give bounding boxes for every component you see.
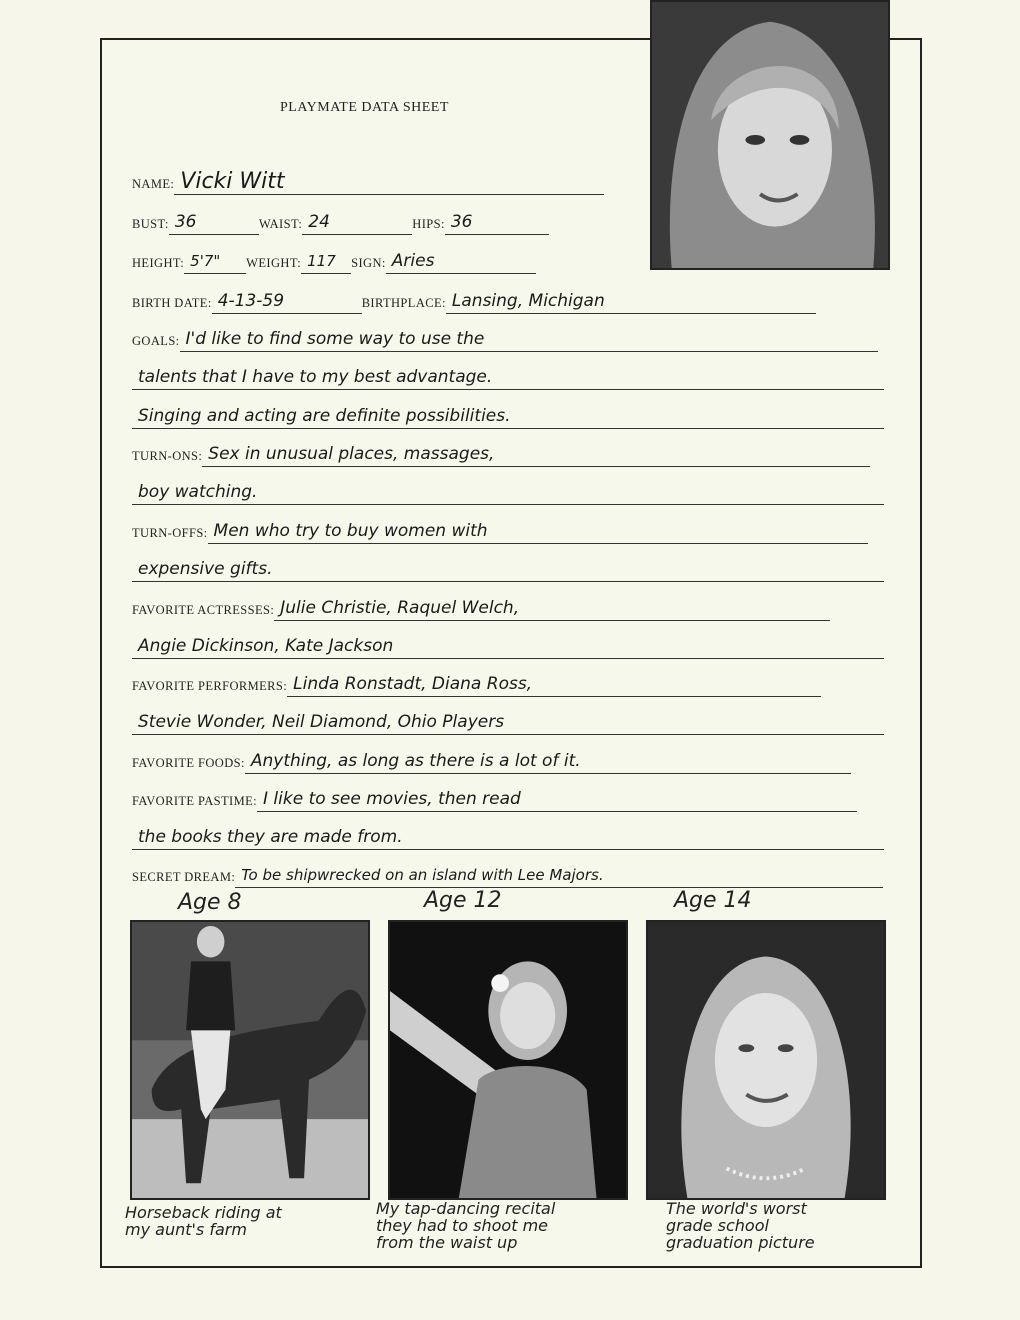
caption-graduation: The world's worst grade school graduation picture bbox=[666, 1199, 815, 1252]
goals-row bbox=[132, 322, 878, 352]
caption-horseback: Horseback riding at my aunt's farm bbox=[125, 1203, 282, 1239]
measurements-row bbox=[132, 205, 549, 235]
turn-ons-line-2: boy watching. bbox=[132, 480, 884, 505]
turn-ons-row bbox=[132, 437, 870, 467]
goals-line-3: Singing and acting are definite possibilities. bbox=[132, 404, 884, 429]
turn-offs-line-2: expensive gifts. bbox=[132, 557, 884, 582]
sheet-title: PLAYMATE DATA SHEET bbox=[280, 100, 449, 115]
sign-label: SIGN: bbox=[351, 256, 386, 270]
sign-value: Aries bbox=[386, 249, 536, 274]
turn-offs-row bbox=[132, 514, 868, 544]
weight-label: WEIGHT: bbox=[246, 256, 302, 270]
birth-row bbox=[132, 284, 816, 314]
name-value: Vicki Witt bbox=[174, 170, 604, 195]
performers-row bbox=[132, 667, 821, 697]
goals-line-2: talents that I have to my best advantage. bbox=[132, 365, 884, 390]
turn-ons-line-1: Sex in unusual places, massages, bbox=[202, 442, 870, 467]
foods-row bbox=[132, 744, 851, 774]
hips-label: HIPS: bbox=[412, 217, 445, 231]
height-value: 5'7" bbox=[184, 249, 246, 274]
secret-dream-label: SECRET DREAM: bbox=[132, 870, 236, 884]
photo-graduation bbox=[646, 920, 886, 1200]
height-label: HEIGHT: bbox=[132, 256, 185, 270]
performers-line-1: Linda Ronstadt, Diana Ross, bbox=[287, 672, 821, 697]
name-label: NAME: bbox=[132, 177, 175, 191]
birth-date-label: BIRTH DATE: bbox=[132, 296, 212, 310]
photo-recital bbox=[388, 920, 628, 1200]
waist-label: WAIST: bbox=[258, 217, 303, 231]
pastime-line-1: I like to see movies, then read bbox=[257, 787, 857, 812]
pastime-label: FAVORITE PASTIME: bbox=[132, 794, 257, 808]
caption-recital: My tap-dancing recital they had to shoot me from the waist up bbox=[376, 1199, 556, 1252]
actresses-row bbox=[132, 591, 830, 621]
height-row bbox=[132, 244, 536, 274]
turn-ons-label: TURN-ONS: bbox=[132, 449, 203, 463]
secret-dream-value: To be shipwrecked on an island with Lee Majors. bbox=[235, 863, 883, 888]
turn-offs-label: TURN-OFFS: bbox=[132, 526, 208, 540]
actresses-label: FAVORITE ACTRESSES: bbox=[132, 603, 275, 617]
photo-horseback bbox=[130, 920, 370, 1200]
name-row bbox=[132, 165, 604, 195]
birthplace-value: Lansing, Michigan bbox=[446, 289, 816, 314]
birthplace-label: BIRTHPLACE: bbox=[361, 296, 446, 310]
foods-value: Anything, as long as there is a lot of it. bbox=[245, 749, 851, 774]
actresses-line-1: Julie Christie, Raquel Welch, bbox=[274, 596, 830, 621]
pastime-line-2: the books they are made from. bbox=[132, 825, 884, 850]
hips-value: 36 bbox=[445, 210, 549, 235]
age-label-1: Age 8 bbox=[178, 890, 242, 915]
bust-value: 36 bbox=[169, 210, 259, 235]
waist-value: 24 bbox=[302, 210, 412, 235]
secret-dream-row bbox=[132, 858, 883, 888]
pastime-row bbox=[132, 782, 857, 812]
performers-label: FAVORITE PERFORMERS: bbox=[132, 679, 288, 693]
goals-label: GOALS: bbox=[132, 334, 180, 348]
goals-line-1: I'd like to find some way to use the bbox=[180, 327, 878, 352]
birth-date-value: 4-13-59 bbox=[212, 289, 362, 314]
age-label-3: Age 14 bbox=[674, 888, 752, 913]
age-label-2: Age 12 bbox=[424, 888, 502, 913]
performers-line-2: Stevie Wonder, Neil Diamond, Ohio Players bbox=[132, 710, 884, 735]
turn-offs-line-1: Men who try to buy women with bbox=[208, 519, 868, 544]
portrait-photo bbox=[650, 0, 890, 270]
actresses-line-2: Angie Dickinson, Kate Jackson bbox=[132, 634, 884, 659]
weight-value: 117 bbox=[301, 249, 351, 274]
bust-label: BUST: bbox=[132, 217, 169, 231]
foods-label: FAVORITE FOODS: bbox=[132, 756, 245, 770]
